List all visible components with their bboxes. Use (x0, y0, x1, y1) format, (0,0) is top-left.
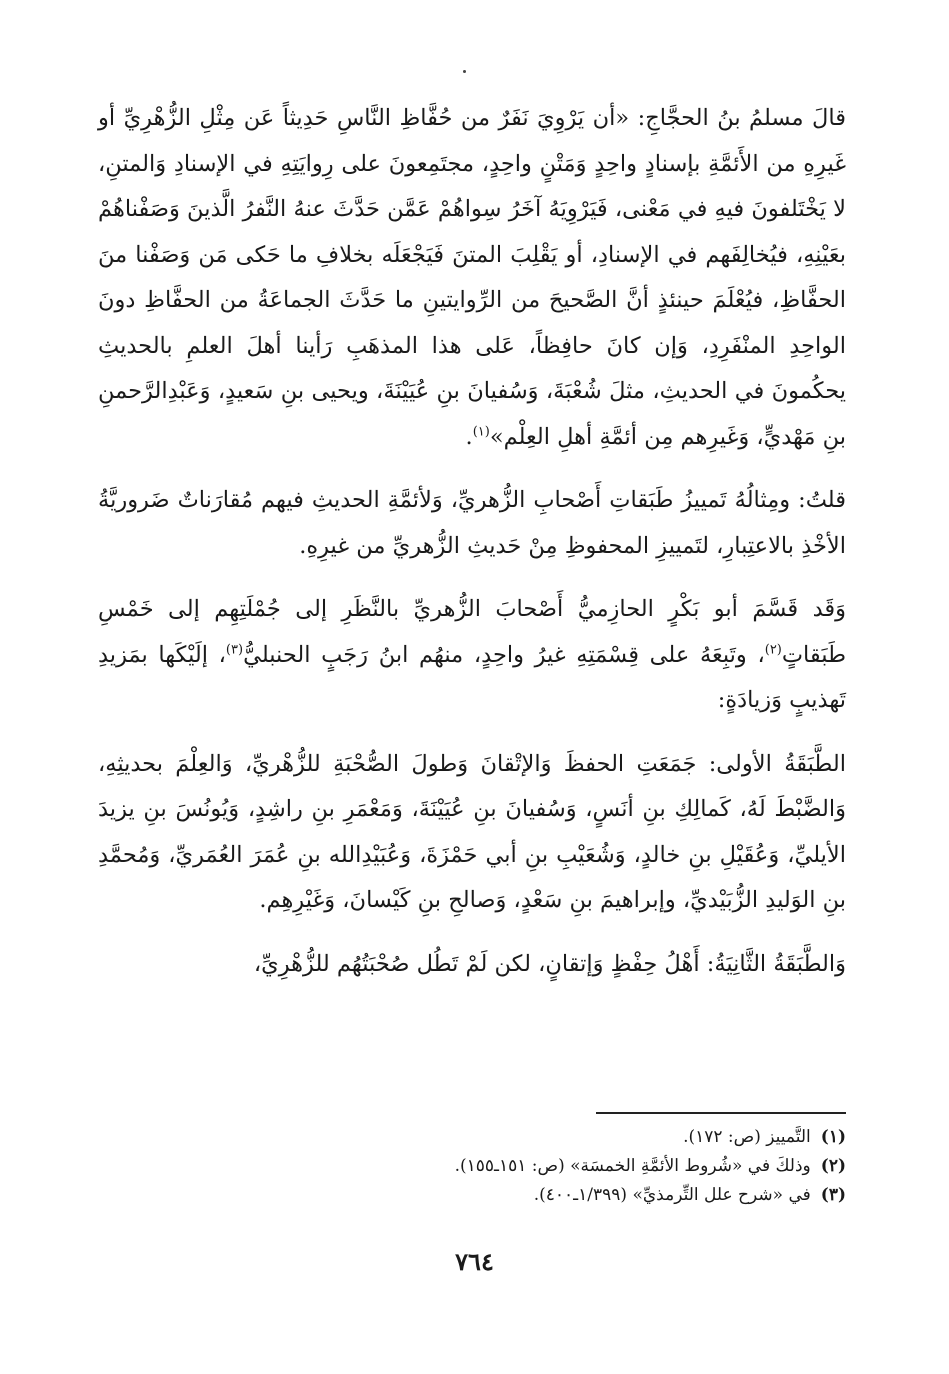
footnote-text: التَّمييز (ص: ١٧٢). (683, 1127, 811, 1147)
paragraph-text: قلتُ: ومِثالُهُ تَمييزُ طَبَقاتِ أَصْحابِ الزُّهريِّ، وَلأئمَّةِ الحديثِ فيهم مُقارَناتٌ ضَروريَّةُ الأخْذِ بالاعتِبارِ، لتَمييزِ المحفوظِ مِنْ حَديثِ الزُّهريِّ من غيرِهِ. (98, 487, 846, 559)
paragraph-tail: . (465, 423, 473, 450)
paragraph-text: وَالطَّبَقَةُ الثَّانِيَةُ: أَهْلُ حِفْظٍ وَإتقانٍ، لكن لَمْ تَطُل صُحْبَتُهُم للزُّهْرِيِّ، (253, 950, 846, 977)
paragraph-text: قالَ مسلمُ بنُ الحجَّاجِ: «أن يَرْوِيَ نَفَرٌ من حُفَّاظِ النَّاسِ حَدِيثاً عَن مِثْلِ الزُّهْرِيِّ أو غَيرِهِ من الأَئمَّةِ بإسنادٍ واحِدٍ وَمَتْنٍ واحِدٍ، مجتَمِعونَ على رِوايَتِهِ في الإسنادِ وَالمتنِ، لا يَخْتَلفونَ فيهِ في مَعْنى، فَيَرْوِيَهُ آخَرُ سِواهُمْ عَمَّن حَدَّثَ عنهُ النَّفرُ الَّذينَ وَصَفْناهُمْ بعَيْنِهِ، فيُخالِفَهم في الإسنادِ، أو يَقْلِبَ المتنَ فَيَجْعَلَه بخلافِ ما حَكى مَن وَصَفْنا منَ الحفَّاظِ، فيُعْلَمَ حينئذٍ أنَّ الصَّحيحَ من الرِّوايتينِ ما حَدَّثَ الجماعَةُ من الحفَّاظِ دونَ الواحِدِ المنْفَرِدِ، وَإن كانَ حافِظاً، عَلى هذا المذهَبِ رَأينا أهلَ العلمِ بالحديثِ يحكُمونَ في الحديثِ، مثلَ شُعْبَةَ، وَسُفيانَ بنِ عُيَيْنَةَ، ويحيى بنِ سَعيدٍ، وَعَبْدِالرَّحمنِ بنِ مَهْديٍّ، وَغَيرِهم مِن أئمَّةِ أهلِ العِلْم» (98, 105, 846, 450)
footnote-number: (٢) (820, 1156, 846, 1176)
footnote-text: في «شرح علل التِّرمذيِّ» (١/٣٩٩ـ٤٠٠). (533, 1185, 811, 1205)
paragraph-text: الطَّبَقَةُ الأولى: جَمَعَتِ الحفظَ وَالإتْقانَ وَطولَ الصُّحْبَةِ للزُّهْريِّ، وَالعِلْمَ بحديثِهِ، وَالضَّبْطَ لَهُ، كَمالِكِ بنِ أنَسٍ، وَسُفيانَ بنِ عُيَيْنَةَ، وَمَعْمَرِ بنِ راشِدٍ، وَيُونُسَ بنِ يزيدَ الأيليِّ، وَعُقَيْلِ بنِ خالدٍ، وَشُعَيْبِ بنِ أبي حَمْزَةَ، وَعُبَيْدِالله بنِ عُمَرَ العُمَريِّ، وَمُحمَّدِ بنِ الوَليدِ الزُّبَيْديِّ، وإبراهيمَ بنِ سَعْدٍ، وَصالحِ بنِ كَيْسانَ، وَغَيْرِهِم. (98, 750, 846, 913)
paragraph-first-tier (98, 742, 846, 924)
footnotes (98, 1123, 846, 1210)
paragraph-example (98, 478, 846, 569)
footnote-item (98, 1181, 846, 1210)
paragraph-muslim-quote (98, 96, 846, 460)
footnote-reference[interactable]: (٢) (764, 642, 782, 657)
page-number: ٧٦٤ (455, 1247, 494, 1276)
footnote-number: (٣) (820, 1185, 846, 1205)
footnote-item (98, 1123, 846, 1152)
paragraph-classification (98, 587, 846, 724)
footnote-number: (١) (820, 1127, 846, 1147)
footnote-text: وذلكَ في «شُروط الأئمَّةِ الخمسَة» (ص: ١٥١ـ١٥٥). (454, 1156, 811, 1176)
page-mark-dot (463, 70, 466, 73)
paragraph-second-tier (98, 942, 846, 988)
page-body (98, 96, 846, 1005)
paragraph-text: ، إلَيْكَها بمَزيدِ تَهذيبٍ وَزيادَةٍ: (98, 641, 846, 713)
paragraph-text: ، وتَبِعَهُ على قِسْمَتِهِ غيرُ واحِدٍ، منهُم ابنُ رَجَبٍ الحنبليُّ (243, 641, 765, 668)
footnote-reference[interactable]: (٣) (225, 642, 244, 657)
paragraph-text: وَقَد قَسَّمَ أبو بَكْرٍ الحازِميُّ أَصْحابَ الزُّهريِّ بالنَّظَرِ إلى جُمْلَتِهِم إلى خَمْسِ طَبَقاتٍ (98, 596, 846, 668)
footnote-reference[interactable]: (١) (472, 424, 490, 439)
footnote-item (98, 1152, 846, 1181)
footnote-divider (596, 1112, 846, 1114)
